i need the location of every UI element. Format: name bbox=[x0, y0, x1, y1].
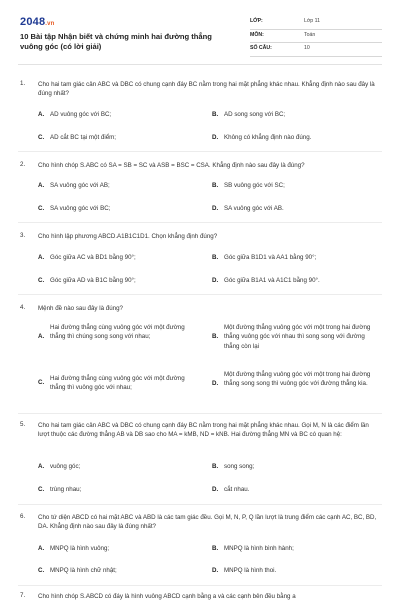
option-text: SA vuông góc với BC; bbox=[50, 205, 111, 212]
option-letter: C. bbox=[38, 277, 45, 284]
option-letter: C. bbox=[38, 379, 45, 386]
option-text: Góc giữa B1D1 và AA1 bằng 90°; bbox=[224, 254, 317, 261]
option-letter: B. bbox=[212, 463, 219, 470]
question-text: Cho hai tam giác cân ABC và DBC có chung cạnh đáy BC nằm trong hai mặt phẳng khác nhau. Gọi M, N là các điểm lần lượt thuộc các đường thẳng AB và DB sao cho MA = kMB, ND = kNB. Hai đường thẳng MN và BC có quan hệ: bbox=[38, 422, 369, 439]
option-text: vuông góc; bbox=[50, 463, 81, 470]
logo-number: 2048 bbox=[20, 16, 46, 28]
option-letter: C. bbox=[38, 486, 45, 493]
meta-value: Toán bbox=[304, 31, 316, 38]
question-divider bbox=[18, 413, 382, 414]
meta-row-class bbox=[250, 16, 382, 30]
option-letter: B. bbox=[212, 254, 219, 261]
option-letter: D. bbox=[212, 486, 219, 493]
question-number: 2. bbox=[20, 161, 26, 168]
option-text: MNPQ là hình thoi. bbox=[224, 567, 277, 574]
question-text: Cho tứ diện ABCD có hai mặt ABC và ABD là các tam giác đều. Gọi M, N, P, Q lần lượt là trung điểm các cạnh AC, BC, BD, DA. Khẳng định nào sau đây là đúng nhất? bbox=[38, 514, 377, 531]
question-divider bbox=[18, 585, 382, 586]
option-text: SB vuông góc với SC; bbox=[224, 182, 285, 189]
question-number: 5. bbox=[20, 421, 26, 428]
question-divider bbox=[18, 504, 382, 505]
option-text: MNPQ là hình chữ nhật; bbox=[50, 567, 117, 574]
option-text: AD cắt BC tại một điểm; bbox=[50, 134, 117, 141]
question-text: Mệnh đề nào sau đây là đúng? bbox=[38, 305, 123, 312]
question-number: 4. bbox=[20, 304, 26, 311]
option-text: Hai đường thẳng cùng vuông góc với một đường thẳng thì chúng song song với nhau; bbox=[50, 324, 185, 341]
option-letter: D. bbox=[212, 134, 219, 141]
meta-row-subject bbox=[250, 30, 382, 44]
meta-value: Lớp 11 bbox=[304, 18, 320, 24]
question-number: 3. bbox=[20, 232, 26, 239]
page-title: 10 Bài tập Nhận biết và chứng minh hai đường thẳng vuông góc (có lời giải) bbox=[20, 32, 212, 51]
option-letter: C. bbox=[38, 567, 45, 574]
header-divider bbox=[18, 64, 382, 65]
question-divider bbox=[18, 151, 382, 152]
question-text: Cho hai tam giác cân ABC và DBC có chung cạnh đáy BC nằm trong hai mặt phẳng khác nhau. Khẳng định nào sau đây là đúng nhất? bbox=[38, 81, 375, 98]
option-text: Hai đường thẳng cùng vuông góc với một đường thẳng thì vuông góc với nhau; bbox=[50, 375, 185, 392]
question-7 bbox=[20, 592, 380, 600]
option-letter: A. bbox=[38, 111, 45, 118]
meta-table bbox=[250, 16, 382, 57]
meta-row-count bbox=[250, 43, 382, 57]
question-divider bbox=[18, 294, 382, 295]
question-text: Cho hình chóp S.ABC có SA = SB = SC và ASB = BSC = CSA. Khẳng định nào sau đây là đúng? bbox=[38, 162, 305, 169]
meta-label: SỐ CÂU: bbox=[250, 45, 272, 51]
question-number: 6. bbox=[20, 513, 26, 520]
meta-label: MÔN: bbox=[250, 31, 264, 38]
logo-tld: .vn bbox=[45, 21, 55, 27]
option-text: Góc giữa AC và BD1 bằng 90°; bbox=[50, 254, 136, 261]
option-text: MNPQ là hình vuông; bbox=[50, 545, 110, 552]
option-letter: C. bbox=[38, 205, 45, 212]
option-letter: D. bbox=[212, 567, 219, 574]
option-letter: A. bbox=[38, 182, 45, 189]
option-text: Góc giữa AD và B1C bằng 90°; bbox=[50, 277, 136, 284]
option-letter: A. bbox=[38, 254, 45, 261]
question-text: Cho hình lập phương ABCD.A1B1C1D1. Chọn khẳng định đúng? bbox=[38, 233, 218, 240]
question-divider bbox=[18, 222, 382, 223]
option-letter: A. bbox=[38, 333, 45, 340]
option-text: AD vuông góc với BC; bbox=[50, 111, 112, 118]
option-text: SA vuông góc với AB; bbox=[50, 182, 110, 189]
site-logo[interactable] bbox=[20, 16, 55, 28]
option-letter: B. bbox=[212, 182, 219, 189]
option-text: cắt nhau. bbox=[224, 486, 250, 493]
option-text: MNPQ là hình bình hành; bbox=[224, 545, 294, 552]
option-text: Một đường thẳng vuông góc với một trong hai đường thẳng vuông góc với nhau thì song song với đường thẳng còn lại bbox=[224, 324, 371, 350]
option-letter: D. bbox=[212, 380, 219, 387]
question-number: 7. bbox=[20, 592, 26, 599]
option-text: Không có khẳng định nào đúng. bbox=[224, 134, 312, 141]
option-text: trùng nhau; bbox=[50, 486, 82, 493]
meta-label: LỚP: bbox=[250, 18, 263, 24]
option-letter: A. bbox=[38, 545, 45, 552]
option-text: Một đường thẳng vuông góc với một trong hai đường thẳng song song thì vuông góc với đường thẳng kia. bbox=[224, 371, 371, 388]
question-text: Cho hình chóp S.ABCD có đáy là hình vuông ABCD cạnh bằng a và các cạnh bên đều bằng a bbox=[38, 593, 296, 600]
option-letter: B. bbox=[212, 333, 219, 340]
question-number: 1. bbox=[20, 80, 26, 87]
option-text: song song; bbox=[224, 463, 255, 470]
option-letter: A. bbox=[38, 463, 45, 470]
page-header bbox=[20, 14, 382, 60]
option-text: Góc giữa B1A1 và A1C1 bằng 90°. bbox=[224, 277, 320, 284]
option-letter: D. bbox=[212, 277, 219, 284]
meta-value: 10 bbox=[304, 45, 310, 51]
option-text: AD song song với BC; bbox=[224, 111, 286, 118]
option-letter: B. bbox=[212, 111, 219, 118]
option-letter: C. bbox=[38, 134, 45, 141]
option-letter: B. bbox=[212, 545, 219, 552]
option-letter: D. bbox=[212, 205, 219, 212]
option-text: SA vuông góc với AB. bbox=[224, 205, 284, 212]
